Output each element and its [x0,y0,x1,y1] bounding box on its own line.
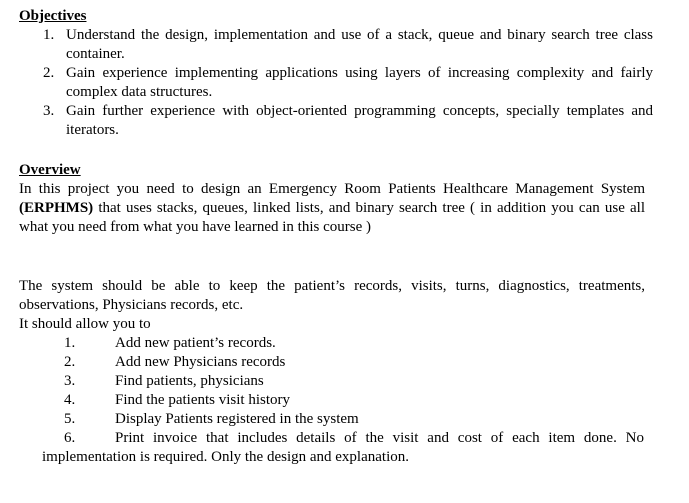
requirement-continuation: implementation is required. Only the design and explanation. [42,449,409,465]
requirement-text: Find the patients visit history [115,392,290,408]
objective-item [43,102,653,140]
requirement-number: 2. [64,354,76,370]
requirement-number: 4. [64,392,76,408]
requirement-number: 6. [64,430,76,446]
objective-text: Understand the design, implementation and use of a stack, queue and binary search tree class container. [66,27,653,62]
system-paragraph: The system should be able to keep the patient’s records, visits, turns, diagnostics, treatments, observations, Physicians records, etc. [19,278,645,313]
requirement-number: 1. [64,335,76,351]
objective-item [43,64,653,102]
objective-number: 3. [43,103,55,119]
objective-number: 2. [43,65,55,81]
objective-text: Gain further experience with object-oriented programming concepts, specially templates and iterators. [66,103,653,138]
requirement-text: Find patients, physicians [115,373,264,389]
requirement-text: Add new patient’s records. [115,335,276,351]
requirement-number: 5. [64,411,76,427]
overview-text: that uses stacks, queues, linked lists, and binary search tree ( in addition you can use all what you need from what you have learned in this course ) [19,200,645,235]
requirement-text: Add new Physicians records [115,354,286,370]
requirement-number: 3. [64,373,76,389]
overview-heading: Overview [19,162,81,178]
requirement-text: Print invoice that includes details of the visit and cost of each item done. No [115,430,644,446]
overview-text: In this project you need to design an Emergency Room Patients Healthcare Management System [19,181,645,197]
allow-intro: It should allow you to [19,316,151,332]
objective-text: Gain experience implementing applications using layers of increasing complexity and fairly complex data structures. [66,65,653,100]
erphms-acronym: (ERPHMS) [19,200,94,216]
objective-number: 1. [43,27,55,43]
requirement-text: Display Patients registered in the system [115,411,359,427]
overview-paragraph [19,180,645,237]
objectives-heading: Objectives [19,8,87,24]
objective-item [43,26,653,64]
